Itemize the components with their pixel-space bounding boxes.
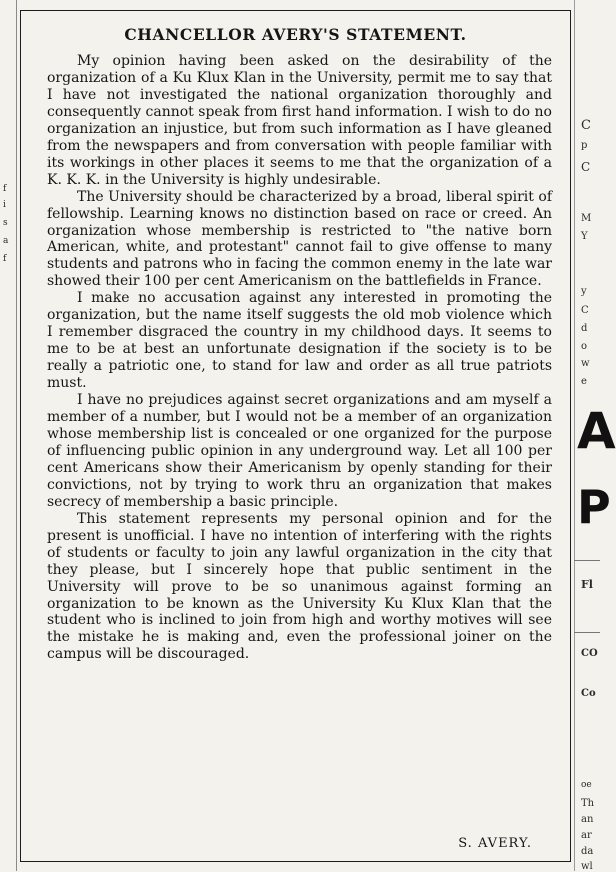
margin-fragment: e	[581, 376, 587, 387]
margin-fragment: w	[581, 358, 590, 369]
adjacent-column-right	[574, 0, 616, 872]
margin-fragment: A	[577, 402, 616, 460]
margin-fragment: d	[581, 323, 588, 334]
margin-fragment: da	[581, 846, 594, 857]
article-paragraph: This statement represents my personal opinion and for the present is unofficial. I have no intention of interfering with the rights of students or faculty to join any lawful organization in the city that they please, but I sincerely hope that public sentiment in the University will prove to be so unanimous against forming an organization to be known as the University Ku Klux Klan that the student who is inclined to join from high and worthy motives will see the mistake he is making and, even the professional joiner on the campus will be discouraged.	[47, 510, 552, 663]
adjacent-column-left	[0, 0, 17, 871]
margin-fragment: P	[577, 480, 611, 534]
column-rule	[574, 560, 600, 561]
margin-fragment: a	[3, 236, 9, 246]
margin-fragment: Y	[581, 231, 588, 242]
margin-fragment: C	[581, 305, 589, 316]
article-headline: CHANCELLOR AVERY'S STATEMENT.	[124, 25, 467, 44]
margin-fragment: f	[3, 184, 7, 194]
margin-fragment: an	[581, 814, 594, 825]
margin-fragment: CO	[581, 648, 598, 659]
margin-fragment: Fl	[581, 578, 593, 591]
margin-fragment: Co	[581, 688, 596, 699]
margin-fragment: oe	[581, 780, 592, 790]
margin-fragment: y	[581, 286, 587, 297]
margin-fragment: s	[3, 218, 8, 228]
margin-fragment: i	[3, 200, 6, 210]
article-body	[47, 53, 552, 663]
margin-fragment: ar	[581, 830, 592, 841]
margin-fragment: f	[3, 254, 7, 264]
margin-fragment: o	[581, 341, 588, 352]
article-box	[20, 10, 571, 862]
article-paragraph: I have no prejudices against secret organizations and am myself a member of a number, but I would not be a member of an organization whose membership list is concealed or one organized for the purpose of influencing public opinion in any underground way. Let all 100 per cent Americans show their Americanism by openly standing for their convictions, not by trying to work thru an organization that makes secrecy of membership a basic principle.	[47, 392, 552, 510]
article-paragraph: I make no accusation against any interested in promoting the organization, but the name itself suggests the old mob violence which I remember disgraced the country in my childhood days. It seems to me to be at best an unfortunate designation if the society is to be really a patriotic one, to stand for law and order as all true patriots must.	[47, 290, 552, 392]
article-paragraph: My opinion having been asked on the desirability of the organization of a Ku Klux Klan in the University, permit me to say that I have not investigated the national organization thoroughly and consequently cannot speak from first hand information. I wish to do no organization an injustice, but from such information as I have gleaned from the newspapers and from conversation with people familiar with its workings in other places it seems to me that the organization of a K. K. K. in the University is highly undesirable.	[47, 53, 552, 188]
margin-fragment: p	[581, 140, 588, 151]
article-paragraph: The University should be characterized by a broad, liberal spirit of fellowship. Learning knows no distinction based on race or creed. An organization whose membership is restricted to "the native born American, white, and protestant" cannot fail to give offense to many students and patrons who in facing the common enemy in the late war showed their 100 per cent Americanism on the battlefields in France.	[47, 188, 552, 290]
margin-fragment: M	[581, 213, 592, 224]
article-signature: S. AVERY.	[458, 836, 532, 851]
margin-fragment: C	[581, 118, 591, 133]
margin-fragment: C	[581, 160, 591, 174]
margin-fragment: wl	[581, 861, 593, 872]
column-rule	[574, 632, 600, 633]
margin-fragment: Th	[581, 798, 595, 809]
